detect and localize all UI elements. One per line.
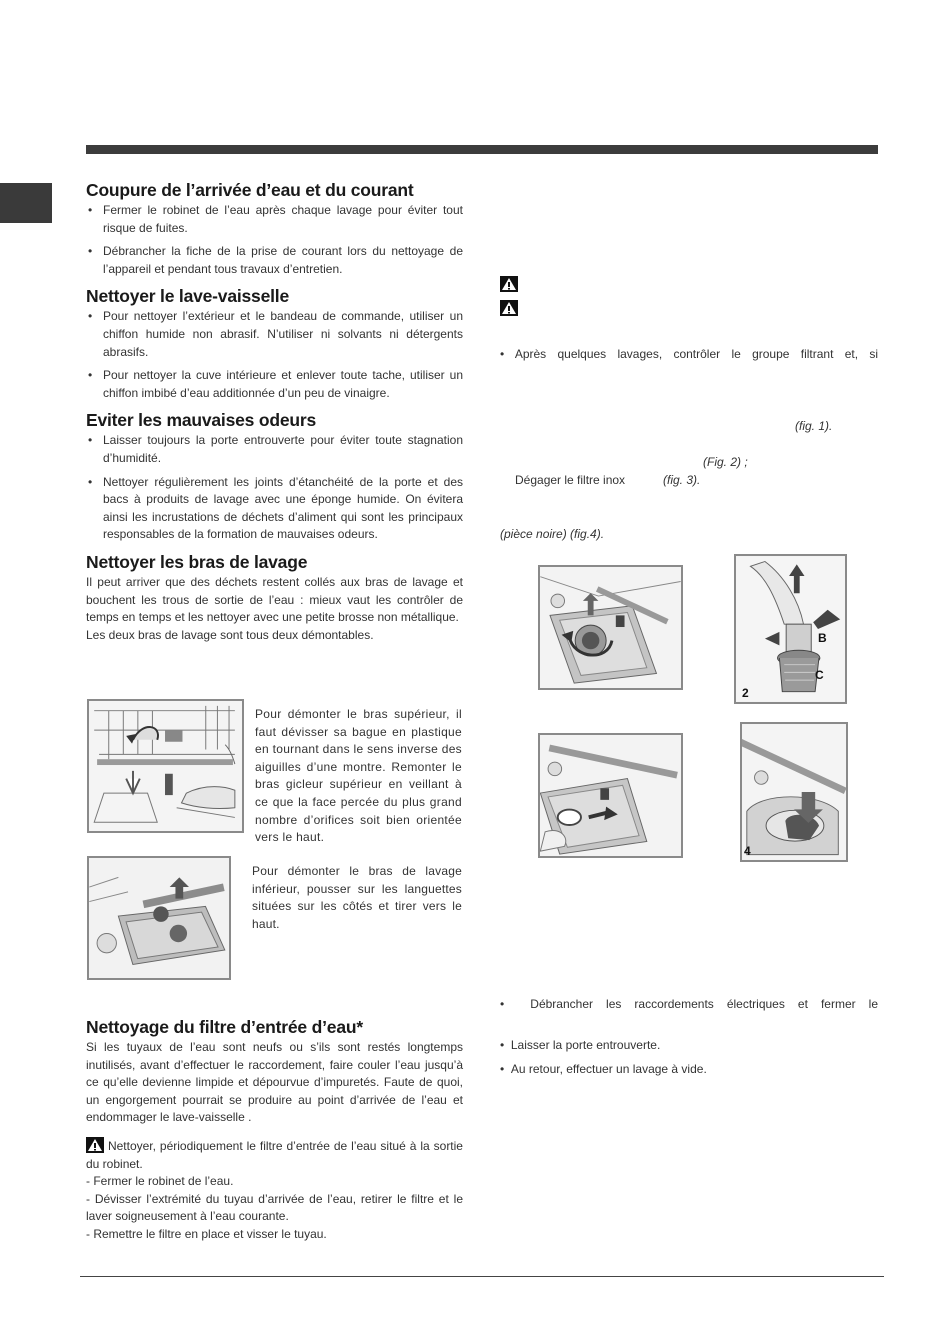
- header-bar: [86, 145, 878, 154]
- bullet-item: • Débrancher la fiche de la prise de courant lors du nettoyage de l’appareil et pendant tous travaux d’entretien.: [86, 243, 463, 278]
- bullet-item: • Pour nettoyer la cuve intérieure et enlever toute tache, utiliser un chiffon imbibé d’eau additionnée d’un peu de vinaigre.: [86, 367, 463, 402]
- language-tab: [0, 183, 52, 223]
- bullet-text: Débrancher les raccordements électriques et fermer le: [530, 997, 878, 1011]
- section-coupure: [86, 180, 463, 278]
- paragraph: Si les tuyaux de l’eau sont neufs ou s’ils sont restés longtemps inutilisés, avant d’effectuer le raccordement, faire couler l’eau jusqu’à ce qu’elle devienne limpide et dépourvue d’impuretés. Faute de quoi, un engorgement pourrait se produire au point d’arrivée de l’eau et endommager le lave-vaisselle .: [86, 1040, 463, 1125]
- label-c: C: [815, 668, 824, 682]
- section-nettoyer: [86, 286, 463, 402]
- heading-nettoyer: Nettoyer le lave-vaisselle: [86, 286, 289, 307]
- step: - Remettre le filtre en place et visser le tuyau.: [86, 1226, 327, 1241]
- left-column: [86, 180, 463, 652]
- heading-coupure: Coupure de l’arrivée d’eau et du courant: [86, 180, 414, 200]
- paragraph: Il peut arriver que des déchets restent collés aux bras de lavage et bouchent les trous de sortie de l’eau : mieux vaut les contrôler de temps en temps et les nettoyer avec une petite brosse non métallique.: [86, 574, 463, 625]
- label-b: B: [818, 631, 827, 645]
- warning-icon: [500, 300, 518, 316]
- fig3-ref: (fig. 3).: [663, 473, 701, 487]
- fig1-ref: (fig. 1).: [795, 419, 833, 433]
- bullet-item: • Pour nettoyer l’extérieur et le bandeau de commande, utiliser un chiffon humide non abrasif. N’utiliser ni solvants ni détergents abrasifs.: [86, 308, 463, 361]
- section-filtre: [86, 1017, 463, 1244]
- warning-paragraph: [86, 1137, 463, 1173]
- step: - Fermer le robinet de l’eau.: [86, 1174, 234, 1189]
- footer-rule: [80, 1276, 884, 1277]
- figure-2: [734, 554, 847, 704]
- filter-check-bullet: • Après quelques lavages, contrôler le groupe filtrant et, si: [500, 347, 878, 361]
- warning-icon: [86, 1137, 104, 1153]
- degager-text: Dégager le filtre inox: [515, 473, 626, 487]
- bullet-item: • Laisser la porte entrouverte.: [500, 1038, 661, 1052]
- figure-number-2: 2: [742, 686, 749, 700]
- figure-3: [538, 733, 683, 858]
- section-odeurs: [86, 410, 463, 544]
- heading-bras: Nettoyer les bras de lavage: [86, 551, 308, 572]
- heading-odeurs: Eviter les mauvaises odeurs: [86, 410, 317, 431]
- upper-arm-illustration: [87, 699, 244, 833]
- step: - Dévisser l’extrémité du tuyau d’arrivée de l’eau, retirer le filtre et le laver soigneusement à l’eau courante.: [86, 1191, 463, 1224]
- bullet-text: Au retour, effectuer un lavage à vide.: [510, 1062, 707, 1076]
- bullet-item: • Laisser toujours la porte entrouverte pour éviter toute stagnation d’humidité.: [86, 432, 463, 467]
- section-bras: [86, 552, 463, 644]
- figure-number-4: 4: [744, 844, 751, 858]
- paragraph: Les deux bras de lavage sont tous deux démontables.: [86, 627, 374, 642]
- fig2-ref: (Fig. 2) ;: [703, 455, 748, 469]
- warning-text: Nettoyer, périodiquement le filtre d’entrée de l’eau situé à la sortie du robinet.: [86, 1138, 463, 1171]
- warning-icon: [500, 276, 518, 292]
- figure-4: [740, 722, 848, 862]
- bullet-item: • Nettoyer régulièrement les joints d’étanchéité de la porte et des bacs à produits de lavage avec une éponge humide. On évitera ainsi les incrustations de déchets d’aliment qui sont les principaux responsables de la formation de mauvaises odeurs.: [86, 474, 463, 544]
- figure-1: [538, 565, 683, 690]
- bullet-item: • Fermer le robinet de l’eau après chaque lavage pour éviter tout risque de fuites.: [86, 202, 463, 237]
- bullet-item: • Débrancher les raccordements électriques et fermer le: [500, 997, 878, 1011]
- lower-arm-text: Pour démonter le bras de lavage inférieur, pousser sur les languettes situées sur les côtés et tirer vers le haut.: [252, 864, 462, 931]
- bullet-text: Laisser la porte entrouverte.: [510, 1038, 661, 1052]
- fig4-ref: (pièce noire) (fig.4).: [500, 527, 605, 541]
- heading-filtre: Nettoyage du filtre d’entrée d’eau*: [86, 1017, 363, 1037]
- bullet-item: • Au retour, effectuer un lavage à vide.: [500, 1062, 707, 1076]
- lower-arm-illustration: [87, 856, 231, 980]
- upper-arm-text: Pour démonter le bras supérieur, il faut dévisser sa bague en plastique en tournant dans le sens inverse des aiguilles d’une montre. Remonter le bras gicleur supérieur en veillant à ce que la face percée du plus grand nombre d’orifices soit bien orientée vers le haut.: [255, 707, 462, 845]
